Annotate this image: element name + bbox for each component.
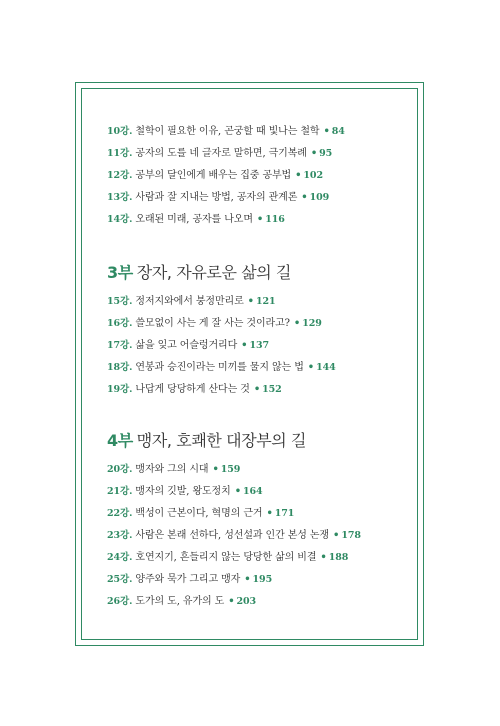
page-number: 129 xyxy=(302,318,322,329)
bullet: • xyxy=(295,170,302,181)
page-number: 152 xyxy=(262,384,282,395)
toc-entry[interactable] xyxy=(107,169,323,183)
toc-entry[interactable] xyxy=(107,125,345,139)
toc-entry[interactable] xyxy=(107,529,361,543)
lecture-title: 삶을 잊고 어슬렁거리다 xyxy=(135,340,238,351)
lecture-title: 호연지기, 흔들리지 않는 당당한 삶의 비결 xyxy=(135,552,317,563)
bullet: • xyxy=(256,214,264,225)
toc-entry[interactable] xyxy=(107,383,282,397)
lecture-title: 나답게 당당하게 산다는 것 xyxy=(135,384,250,395)
page-number: 109 xyxy=(309,192,330,203)
page-number: 203 xyxy=(236,596,257,607)
bullet: • xyxy=(247,296,254,307)
page-number: 121 xyxy=(255,296,276,307)
lecture-number: 11강. xyxy=(107,148,133,159)
page-number: 195 xyxy=(252,574,273,585)
bullet: • xyxy=(310,148,318,159)
lecture-number: 18강. xyxy=(107,362,133,373)
page-number: 102 xyxy=(303,170,323,181)
lecture-title: 공부의 달인에게 배우는 집중 공부법 xyxy=(135,170,292,181)
lecture-number: 16강. xyxy=(107,318,133,329)
bullet: • xyxy=(228,596,235,607)
part-title: 맹자, 호쾌한 대장부의 길 xyxy=(136,431,307,450)
bullet: • xyxy=(234,486,241,497)
toc-entry[interactable] xyxy=(107,213,285,227)
lecture-number: 20강. xyxy=(107,464,133,475)
toc-entry[interactable] xyxy=(107,595,256,609)
lecture-title: 쓸모없이 사는 게 잘 사는 것이라고? xyxy=(135,318,290,329)
lecture-number: 26강. xyxy=(107,596,133,607)
lecture-title: 양주와 묵가 그리고 맹자 xyxy=(135,574,241,585)
page-number: 171 xyxy=(274,508,295,519)
bullet: • xyxy=(320,552,327,563)
bullet: • xyxy=(333,530,340,541)
part-number: 3부 xyxy=(107,263,133,282)
toc-entry[interactable] xyxy=(107,147,332,161)
toc-entry[interactable] xyxy=(107,361,336,375)
page-number: 164 xyxy=(242,486,263,497)
lecture-number: 15강. xyxy=(107,296,133,307)
part-heading[interactable] xyxy=(107,263,291,283)
toc-entry[interactable] xyxy=(107,339,269,353)
lecture-title: 도가의 도, 유가의 도 xyxy=(135,596,225,607)
lecture-number: 17강. xyxy=(107,340,133,351)
lecture-title: 정저지와에서 붕정만리로 xyxy=(135,296,244,307)
bullet: • xyxy=(307,362,315,373)
lecture-title: 맹자의 깃발, 왕도정치 xyxy=(135,486,231,497)
lecture-title: 철학이 필요한 이유, 곤궁할 때 빛나는 철학 xyxy=(135,126,320,137)
page-number: 95 xyxy=(319,148,333,159)
lecture-number: 23강. xyxy=(107,530,133,541)
toc-entry[interactable] xyxy=(107,191,329,205)
lecture-title: 사람과 잘 지내는 방법, 공자의 관계론 xyxy=(135,192,298,203)
bullet: • xyxy=(293,318,301,329)
lecture-title: 오래된 미래, 공자를 나오며 xyxy=(135,214,253,225)
toc-entry[interactable] xyxy=(107,463,240,477)
toc-entry[interactable] xyxy=(107,485,263,499)
toc-entry[interactable] xyxy=(107,551,348,565)
part-heading[interactable] xyxy=(107,431,306,451)
toc-entry[interactable] xyxy=(107,507,294,521)
lecture-number: 22강. xyxy=(107,508,133,519)
bullet: • xyxy=(253,384,261,395)
lecture-number: 13강. xyxy=(107,192,133,203)
lecture-title: 공자의 도를 네 글자로 말하면, 극기복례 xyxy=(135,148,307,159)
page-number: 84 xyxy=(331,126,345,137)
bullet: • xyxy=(241,340,248,351)
lecture-number: 24강. xyxy=(107,552,133,563)
lecture-number: 21강. xyxy=(107,486,133,497)
lecture-number: 12강. xyxy=(107,170,133,181)
lecture-number: 25강. xyxy=(107,574,133,585)
page-number: 137 xyxy=(249,340,269,351)
lecture-number: 10강. xyxy=(107,126,133,137)
page-number: 188 xyxy=(328,552,349,563)
toc-entry[interactable] xyxy=(107,317,322,331)
toc-entry[interactable] xyxy=(107,573,272,587)
lecture-title: 연봉과 승진이라는 미끼를 물지 않는 법 xyxy=(135,362,304,373)
bullet: • xyxy=(266,508,273,519)
lecture-title: 백성이 근본이다, 혁명의 근거 xyxy=(135,508,263,519)
page-number: 178 xyxy=(341,530,361,541)
page-number: 116 xyxy=(265,214,285,225)
page-number: 144 xyxy=(316,362,336,373)
bullet: • xyxy=(244,574,251,585)
toc-entry[interactable] xyxy=(107,295,275,309)
lecture-title: 사람은 본래 선하다, 성선설과 인간 본성 논쟁 xyxy=(135,530,330,541)
part-title: 장자, 자유로운 삶의 길 xyxy=(136,263,292,282)
lecture-number: 19강. xyxy=(107,384,133,395)
lecture-title: 맹자와 그의 시대 xyxy=(135,464,209,475)
lecture-number: 14강. xyxy=(107,214,133,225)
bullet: • xyxy=(212,464,219,475)
bullet: • xyxy=(323,126,330,137)
page-number: 159 xyxy=(220,464,241,475)
part-number: 4부 xyxy=(107,431,133,450)
bullet: • xyxy=(301,192,308,203)
